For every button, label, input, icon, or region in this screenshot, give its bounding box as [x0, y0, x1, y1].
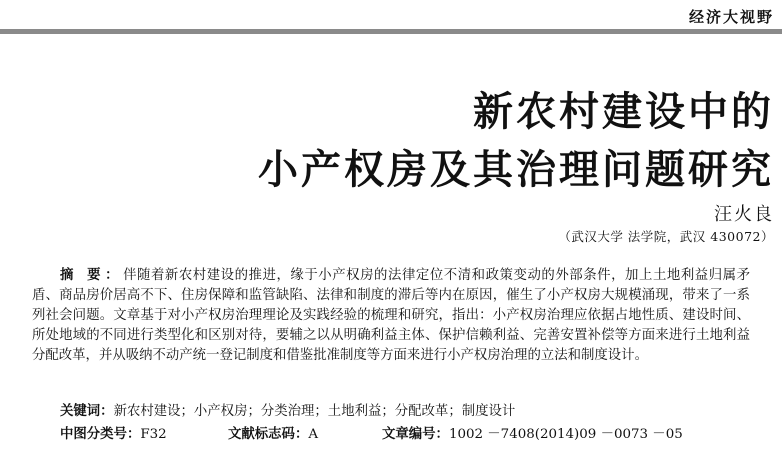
document-code	[228, 423, 318, 442]
author-affiliation: （武汉大学 法学院，武汉 430072）	[558, 229, 774, 244]
article-title-line-1: 新农村建设中的	[473, 89, 774, 135]
document-code-label: 文献标志码：	[228, 427, 309, 442]
article-title-line-2: 小产权房及其治理问题研究	[258, 147, 774, 193]
abstract-text: 伴随着新农村建设的推进，缘于小产权房的法律定位不清和政策变动的外部条件，加上土地利益归属矛盾、商品房价居高不下、住房保障和监管缺陷、法律和制度的滞后等内在原因，催生了小产权房大规模涌现，带来了一系列社会问题。文章基于对小产权房治理理论及实践经验的梳理和研究，指出：小产权房治理应依据占地性质、建设时间、所处地域的不同进行类型化和区别对待，要辅之以从明确利益主体、保护信赖利益、完善安置补偿等方面来进行土地利益分配改革，并从吸纳不动产统一登记制度和借鉴批准制度等方面来进行小产权房治理的立法和制度设计。	[32, 268, 751, 363]
clc-label: 中图分类号：	[60, 427, 141, 442]
abstract	[32, 266, 750, 366]
document-code-value: A	[308, 427, 319, 442]
journal-section-label: 经济大视野	[688, 8, 774, 26]
article-number-label: 文章编号：	[382, 427, 449, 442]
abstract-label: 摘 要：	[60, 268, 124, 283]
article-number	[382, 423, 683, 442]
keywords	[60, 400, 515, 419]
keywords-text: 新农村建设；小产权房；分类治理；土地利益；分配改革；制度设计	[113, 404, 516, 419]
header-divider	[0, 29, 782, 34]
clc-number	[60, 423, 167, 442]
clc-value: F32	[140, 427, 167, 442]
article-number-value: 1002 －7408(2014)09 －0073 －05	[448, 427, 683, 442]
keywords-label: 关键词：	[60, 404, 114, 419]
author-name: 汪火良	[714, 204, 774, 225]
